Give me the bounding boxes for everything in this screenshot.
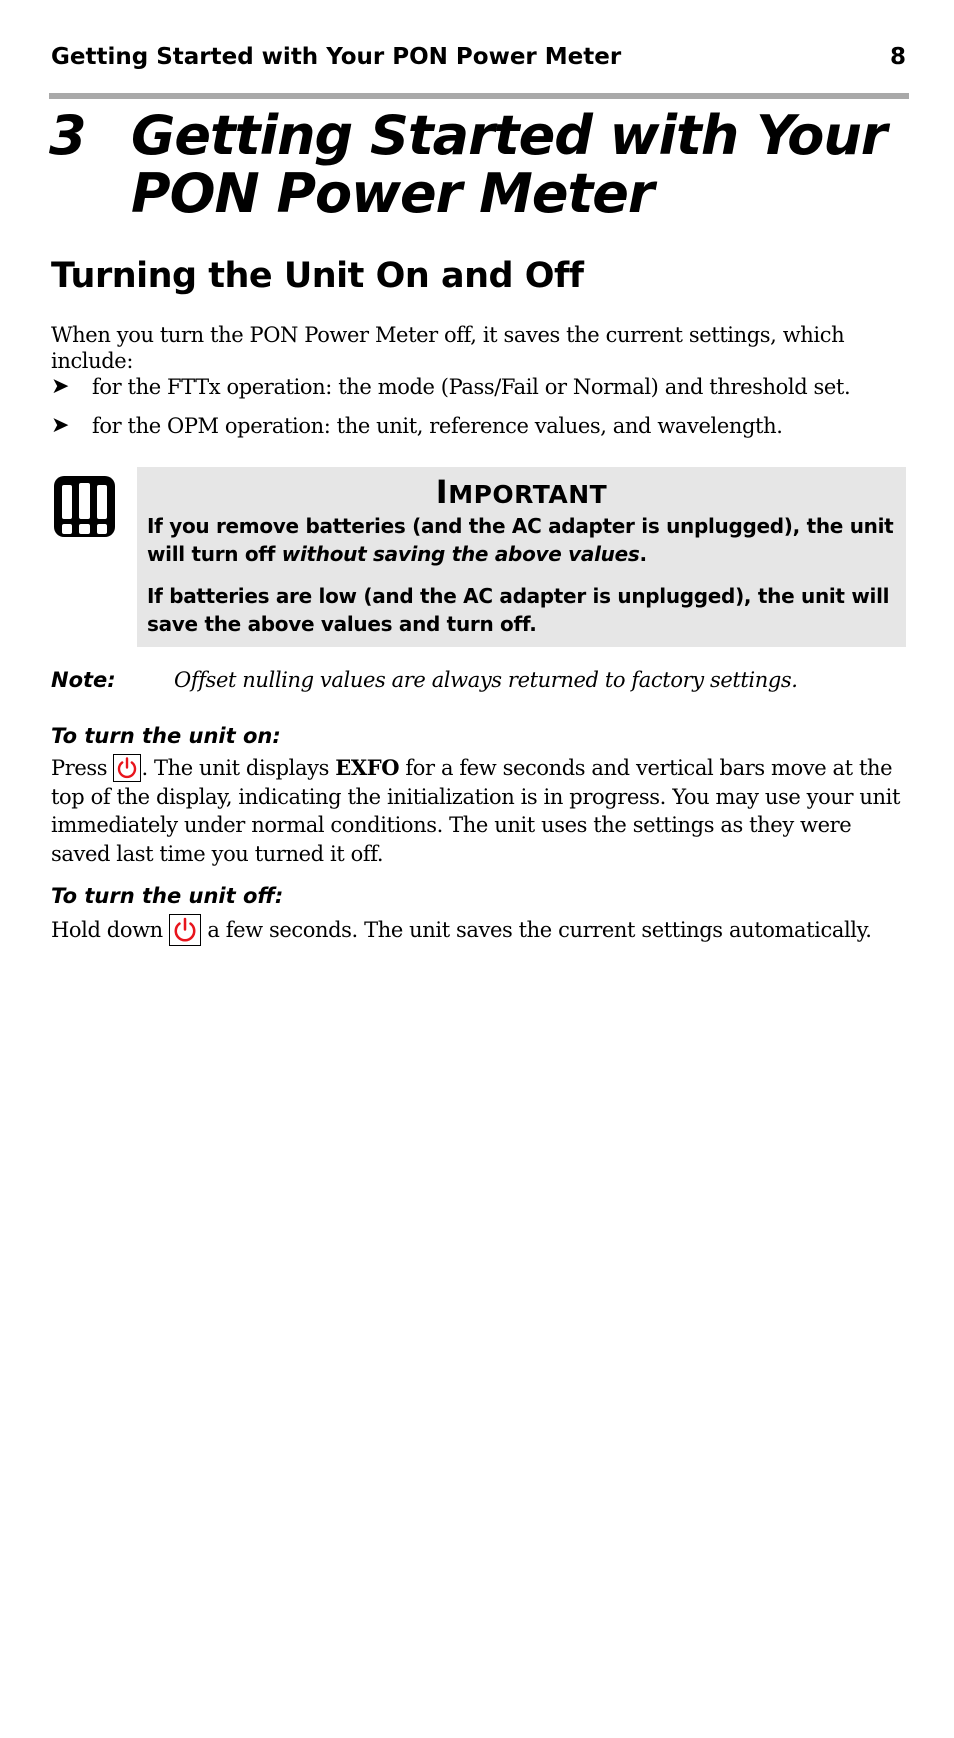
running-header-title: Getting Started with Your PON Power Meter xyxy=(51,44,622,70)
arrow-bullet-icon: ➤ xyxy=(51,413,70,438)
important-title: IMPORTANT xyxy=(435,473,608,511)
power-icon xyxy=(169,914,201,946)
important-paragraph-1: If you remove batteries (and the AC adapter is unplugged), the unit will turn off without saving the above values. xyxy=(147,514,894,566)
important-callout xyxy=(137,467,906,647)
page-number: 8 xyxy=(889,44,906,70)
chapter-title-line1: Getting Started with Your xyxy=(131,104,887,167)
important-paragraph-2: If batteries are low (and the AC adapter is unplugged), the unit will save the above values and turn off. xyxy=(147,584,890,636)
bullet-text: for the OPM operation: the unit, reference values, and wavelength. xyxy=(92,414,783,438)
note-label: Note: xyxy=(51,668,116,692)
turn-on-paragraph: Press . The unit displays EXFO for a few seconds and vertical bars move at the top of the display, indicating the initialization is in progress. You may use your unit immediately under normal conditions. The unit uses the settings as they were saved last time you turned it off. xyxy=(51,755,901,866)
exclamation-icon xyxy=(53,475,116,538)
settings-bullet-list xyxy=(51,374,911,452)
bullet-text: for the FTTx operation: the mode (Pass/Fail or Normal) and threshold set. xyxy=(92,375,851,399)
section-heading: Turning the Unit On and Off xyxy=(51,256,584,296)
chapter-number: 3 xyxy=(49,104,86,167)
chapter-title-line2: PON Power Meter xyxy=(131,162,654,225)
turn-on-heading: To turn the unit on: xyxy=(51,724,281,748)
list-item xyxy=(51,374,911,413)
note-text: Offset nulling values are always returned to factory settings. xyxy=(174,668,798,692)
turn-off-paragraph: Hold down a few seconds. The unit saves the current settings automatically. xyxy=(51,914,913,946)
intro-paragraph: When you turn the PON Power Meter off, it saves the current settings, which include: xyxy=(51,323,845,373)
turn-off-heading: To turn the unit off: xyxy=(51,884,284,908)
list-item xyxy=(51,413,911,452)
header-rule xyxy=(49,93,909,99)
power-icon xyxy=(113,754,141,782)
arrow-bullet-icon: ➤ xyxy=(51,374,70,399)
chapter-title xyxy=(131,104,921,225)
running-header xyxy=(51,44,906,74)
